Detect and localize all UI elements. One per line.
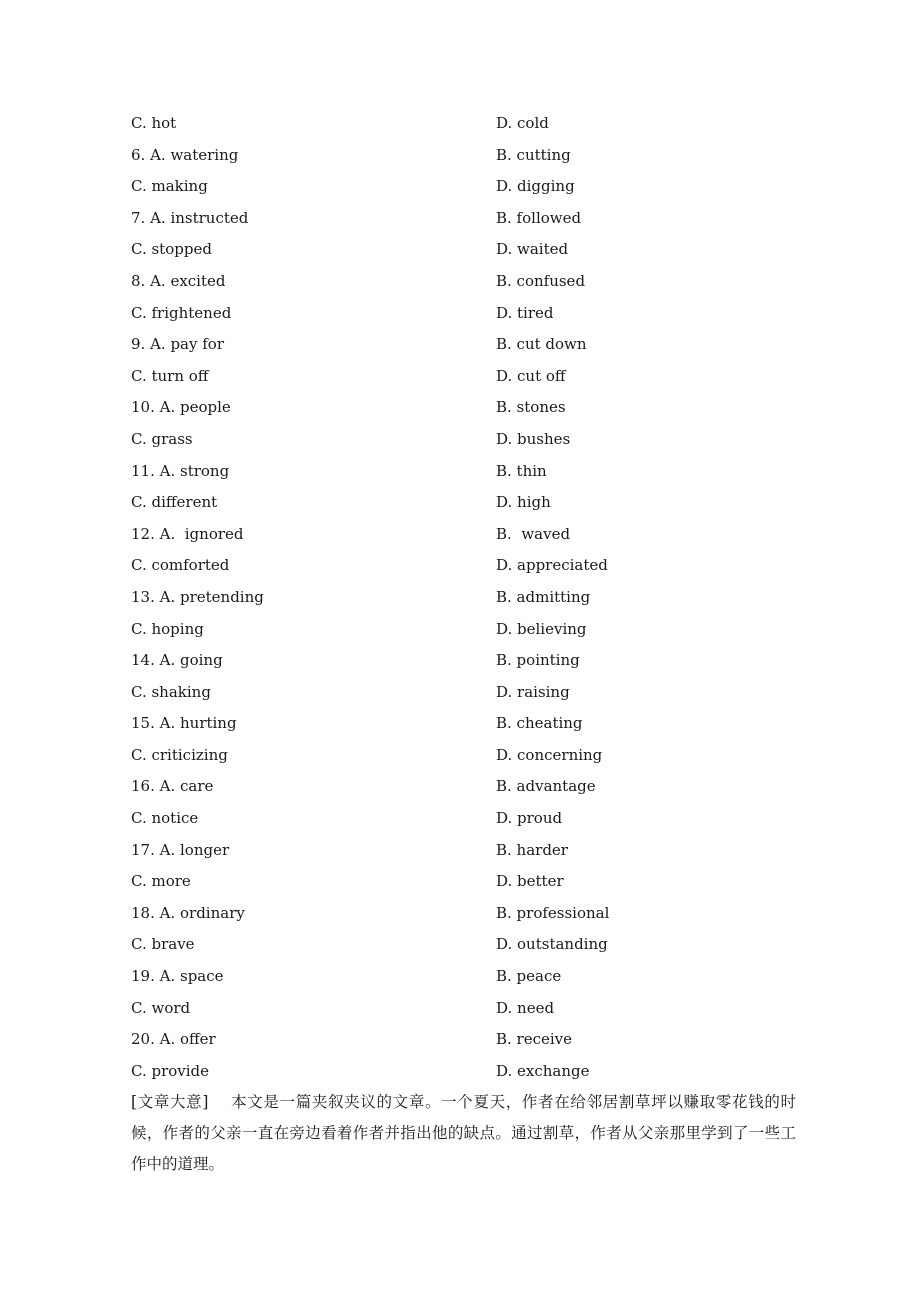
option-right: D. better: [496, 872, 564, 891]
option-right: B. thin: [496, 461, 547, 480]
option-right: D. concerning: [496, 745, 603, 764]
option-right: D. appreciated: [496, 556, 608, 575]
option-left: C. notice: [131, 809, 199, 828]
option-left: C. turn off: [131, 366, 209, 385]
option-right: B. waved: [496, 524, 571, 543]
option-right: D. tired: [496, 303, 554, 322]
option-row: [131, 456, 811, 488]
option-row: [131, 677, 811, 709]
option-row: [131, 1024, 811, 1056]
option-row: [131, 866, 811, 898]
option-row: [131, 740, 811, 772]
option-row: [131, 329, 811, 361]
option-right: D. exchange: [496, 1061, 590, 1080]
option-row: [131, 234, 811, 266]
option-row: [131, 203, 811, 235]
option-left: C. more: [131, 872, 191, 891]
option-left: 15. A. hurting: [131, 714, 237, 733]
option-right: D. high: [496, 493, 551, 512]
option-right: D. cut off: [496, 366, 566, 385]
option-left: C. frightened: [131, 303, 232, 322]
option-right: B. pointing: [496, 651, 580, 670]
option-left: 11. A. strong: [131, 461, 230, 480]
option-row: [131, 392, 811, 424]
option-right: B. advantage: [496, 777, 596, 796]
option-row: [131, 424, 811, 456]
summary-tag: [文章大意]: [131, 1093, 209, 1111]
option-row: [131, 898, 811, 930]
option-left: C. hot: [131, 114, 177, 132]
option-left: 10. A. people: [131, 398, 231, 417]
option-row: [131, 108, 811, 140]
option-left: 9. A. pay for: [131, 335, 224, 354]
option-right: B. cheating: [496, 714, 583, 733]
option-left: 20. A. offer: [131, 1030, 216, 1049]
option-right: B. cut down: [496, 335, 587, 354]
option-right: D. proud: [496, 809, 563, 828]
option-left: C. provide: [131, 1061, 210, 1080]
option-right: B. admitting: [496, 587, 591, 606]
option-left: 14. A. going: [131, 651, 223, 670]
option-row: [131, 361, 811, 393]
option-left: C. criticizing: [131, 745, 228, 764]
option-row: [131, 803, 811, 835]
option-row: [131, 171, 811, 203]
option-right: B. stones: [496, 398, 566, 417]
option-left: 7. A. instructed: [131, 208, 249, 227]
option-row: [131, 298, 811, 330]
option-row: [131, 582, 811, 614]
option-left: 16. A. care: [131, 777, 214, 796]
options-list: [131, 108, 811, 1087]
option-left: C. word: [131, 998, 191, 1017]
option-left: 13. A. pretending: [131, 587, 264, 606]
option-left: 19. A. space: [131, 967, 224, 986]
option-row: [131, 550, 811, 582]
option-right: D. cold: [496, 114, 549, 132]
option-right: B. followed: [496, 208, 582, 227]
option-right: B. harder: [496, 840, 568, 859]
option-right: B. peace: [496, 967, 562, 986]
option-left: 17. A. longer: [131, 840, 230, 859]
option-right: D. raising: [496, 682, 570, 701]
option-row: [131, 645, 811, 677]
option-row: [131, 140, 811, 172]
summary-text: 本文是一篇夹叙夹议的文章。一个夏天，作者在给邻居割草坪以赚取零花钱的时候，作者的父亲一直在旁边看着作者并指出他的缺点。通过割草，作者从父亲那里学到了一些工作中的道理。: [131, 1093, 796, 1173]
option-left: C. comforted: [131, 556, 230, 575]
option-left: C. grass: [131, 429, 193, 448]
option-left: 8. A. excited: [131, 271, 226, 290]
option-right: B. cutting: [496, 145, 571, 164]
option-right: B. receive: [496, 1030, 573, 1049]
option-left: 6. A. watering: [131, 145, 239, 164]
option-right: D. outstanding: [496, 935, 608, 954]
option-right: D. waited: [496, 240, 569, 259]
option-row: [131, 835, 811, 867]
option-row: [131, 771, 811, 803]
option-right: D. need: [496, 998, 555, 1017]
option-left: C. brave: [131, 935, 195, 954]
option-row: [131, 614, 811, 646]
option-right: D. digging: [496, 177, 575, 196]
option-right: B. professional: [496, 903, 610, 922]
option-left: C. shaking: [131, 682, 211, 701]
option-right: B. confused: [496, 271, 586, 290]
option-row: [131, 1056, 811, 1088]
option-left: 12. A. ignored: [131, 524, 244, 543]
option-row: [131, 961, 811, 993]
option-left: C. different: [131, 493, 218, 512]
option-left: C. making: [131, 177, 208, 196]
option-row: [131, 266, 811, 298]
option-row: [131, 993, 811, 1025]
option-left: 18. A. ordinary: [131, 903, 245, 922]
option-right: D. believing: [496, 619, 587, 638]
option-right: D. bushes: [496, 429, 571, 448]
option-row: [131, 519, 811, 551]
option-row: [131, 487, 811, 519]
article-summary: [131, 1087, 796, 1180]
option-left: C. stopped: [131, 240, 212, 259]
option-row: [131, 929, 811, 961]
option-left: C. hoping: [131, 619, 204, 638]
option-row: [131, 708, 811, 740]
